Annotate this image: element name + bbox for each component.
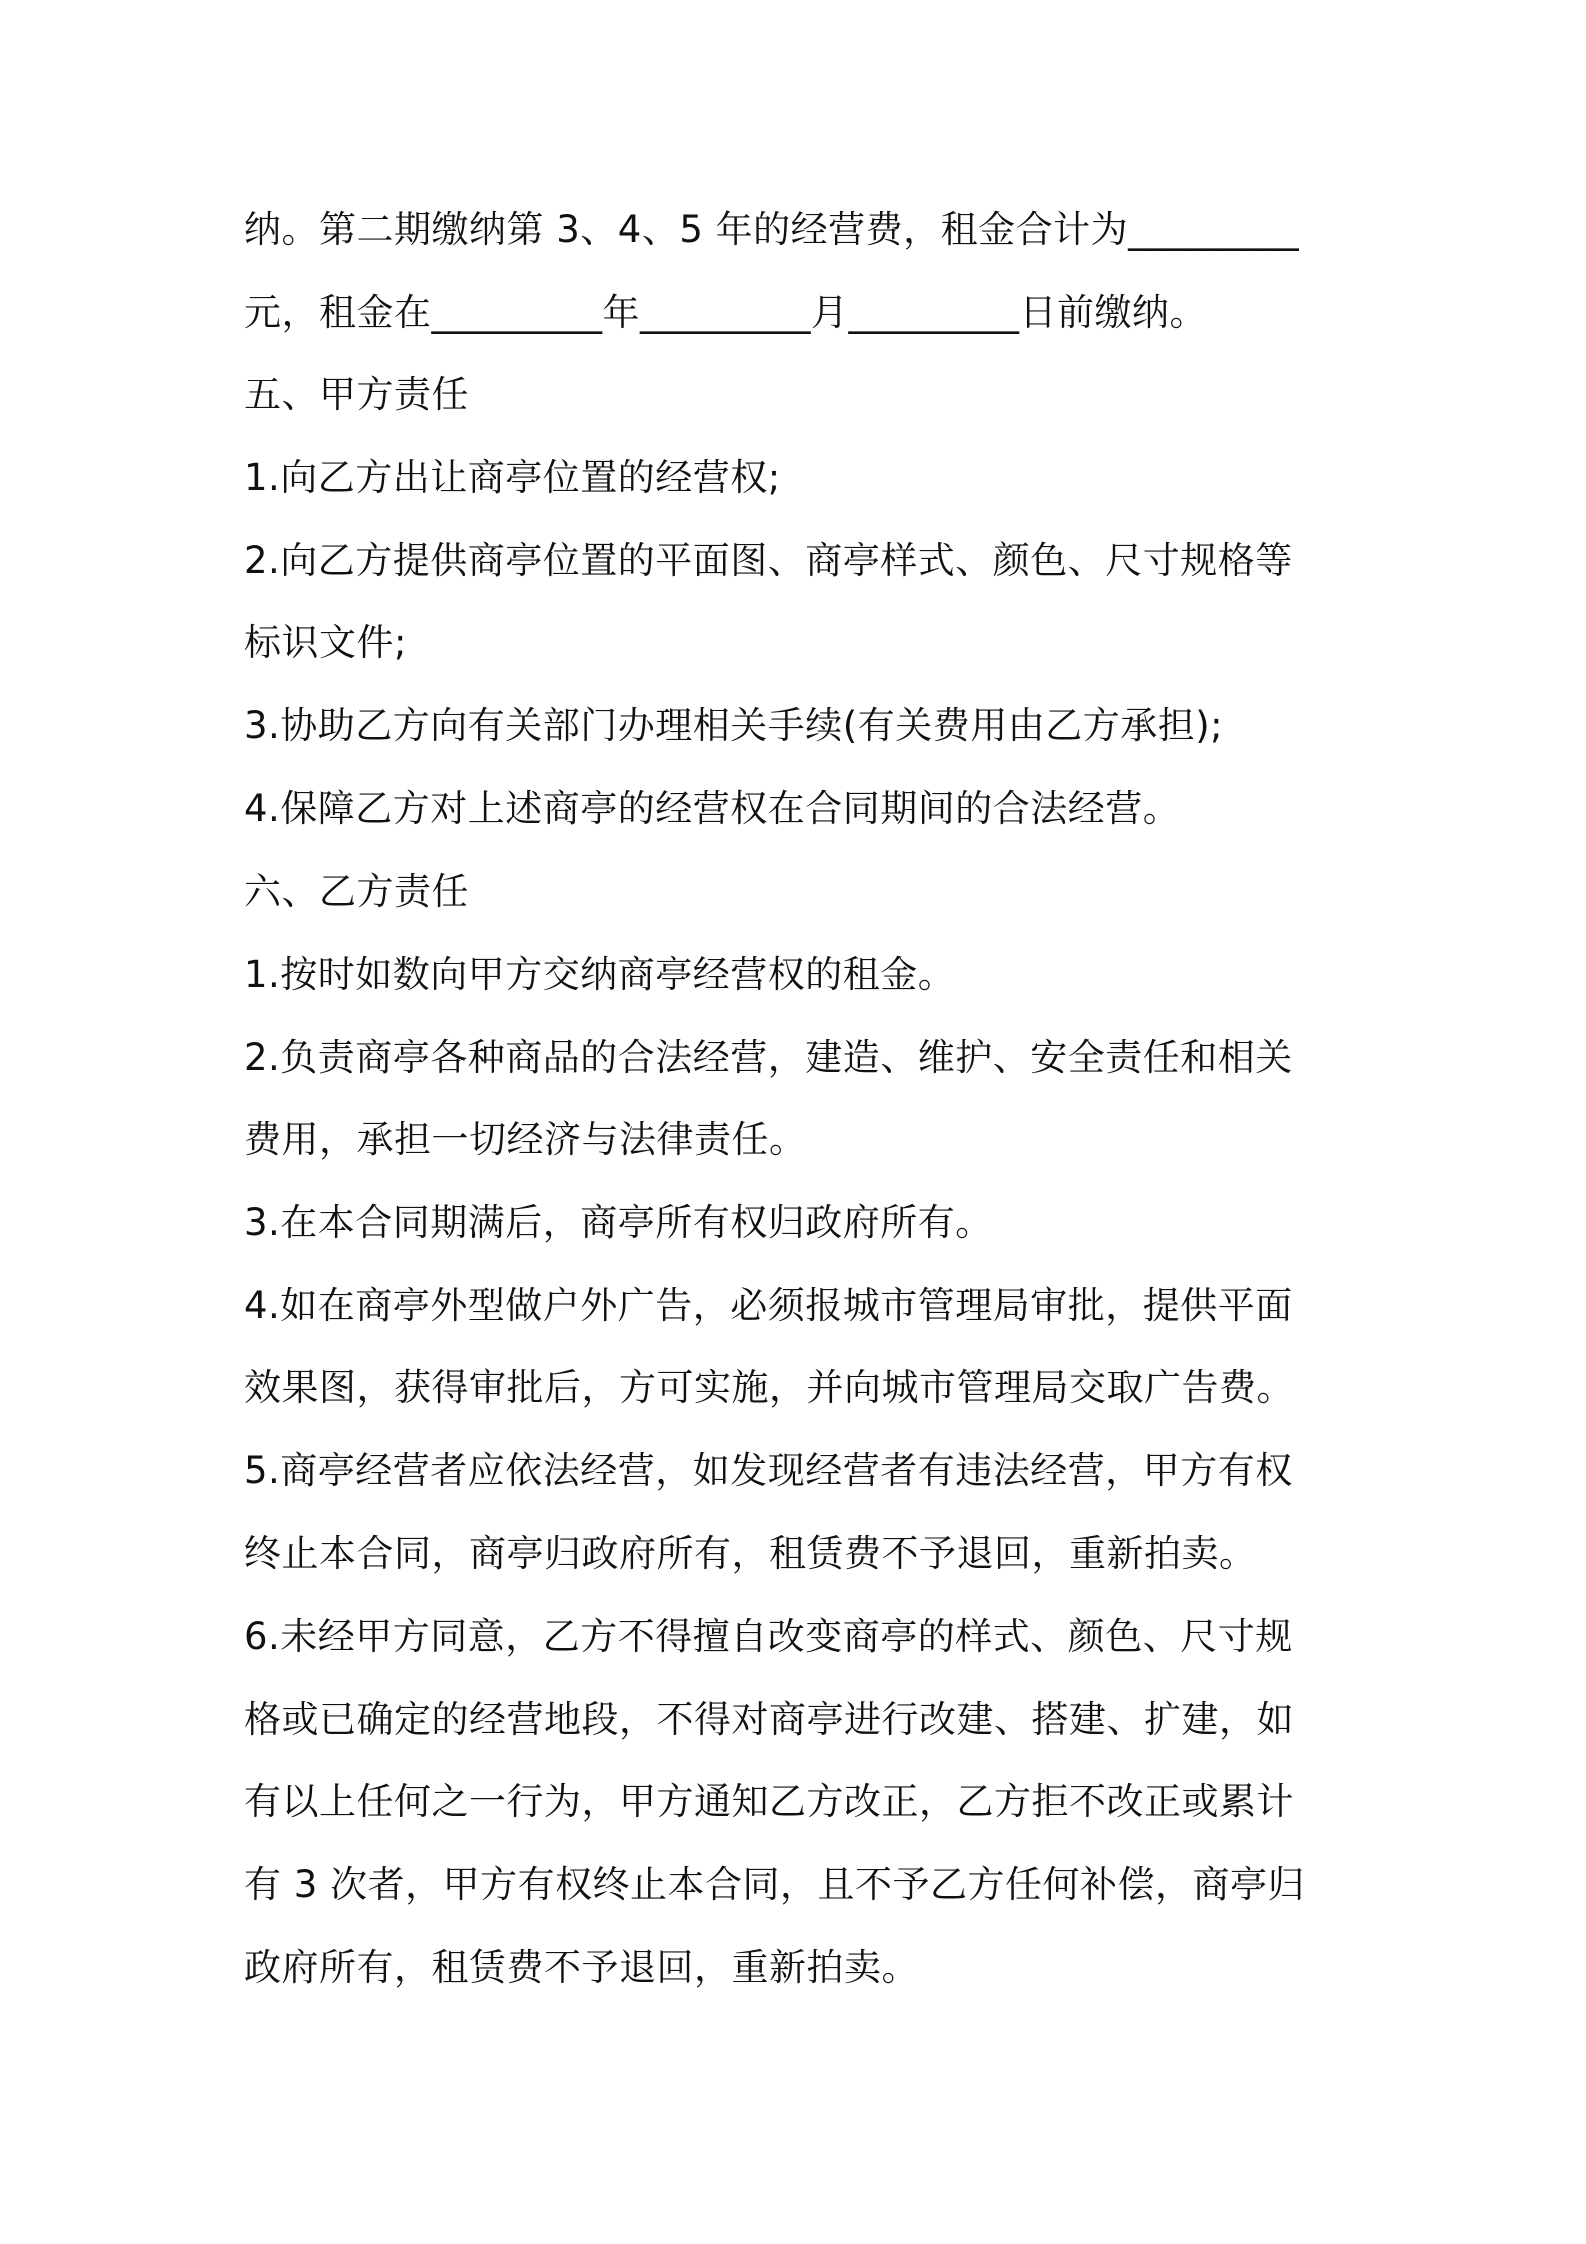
text-line: 3.协助乙方向有关部门办理相关手续(有关费用由乙方承担); bbox=[244, 704, 1224, 747]
text-line: 2.负责商亭各种商品的合法经营，建造、维护、安全责任和相关 bbox=[244, 1036, 1293, 1079]
text-line: 费用，承担一切经济与法律责任。 bbox=[244, 1118, 807, 1161]
text-line: 1.按时如数向甲方交纳商亭经营权的租金。 bbox=[244, 953, 956, 996]
section-heading-party-a: 五、甲方责任 bbox=[244, 373, 469, 416]
text-line: 6.未经甲方同意，乙方不得擅自改变商亭的样式、颜色、尺寸规 bbox=[244, 1615, 1293, 1658]
text-line: 纳。第二期缴纳第 3、4、5 年的经营费，租金合计为_________ bbox=[244, 208, 1300, 251]
text-line: 有以上任何之一行为，甲方通知乙方改正，乙方拒不改正或累计 bbox=[244, 1780, 1294, 1823]
text-line: 3.在本合同期满后，商亭所有权归政府所有。 bbox=[244, 1201, 993, 1244]
text-line: 效果图，获得审批后，方可实施，并向城市管理局交取广告费。 bbox=[244, 1366, 1294, 1409]
text-line: 元，租金在_________年_________月_________日前缴纳。 bbox=[244, 291, 1207, 334]
text-line: 1.向乙方出让商亭位置的经营权; bbox=[244, 456, 781, 499]
text-line: 4.如在商亭外型做户外广告，必须报城市管理局审批，提供平面 bbox=[244, 1284, 1293, 1327]
text-line: 5.商亭经营者应依法经营，如发现经营者有违法经营，甲方有权 bbox=[244, 1449, 1293, 1492]
text-line: 政府所有，租赁费不予退回，重新拍卖。 bbox=[244, 1946, 919, 1989]
text-line: 4.保障乙方对上述商亭的经营权在合同期间的合法经营。 bbox=[244, 787, 1181, 830]
text-line: 有 3 次者，甲方有权终止本合同，且不予乙方任何补偿，商亭归 bbox=[244, 1863, 1306, 1906]
text-line: 终止本合同，商亭归政府所有，租赁费不予退回，重新拍卖。 bbox=[244, 1532, 1257, 1575]
text-line: 格或已确定的经营地段，不得对商亭进行改建、搭建、扩建，如 bbox=[244, 1698, 1294, 1741]
text-line: 标识文件; bbox=[244, 621, 407, 664]
text-line: 2.向乙方提供商亭位置的平面图、商亭样式、颜色、尺寸规格等 bbox=[244, 539, 1293, 582]
section-heading-party-b: 六、乙方责任 bbox=[244, 870, 469, 913]
